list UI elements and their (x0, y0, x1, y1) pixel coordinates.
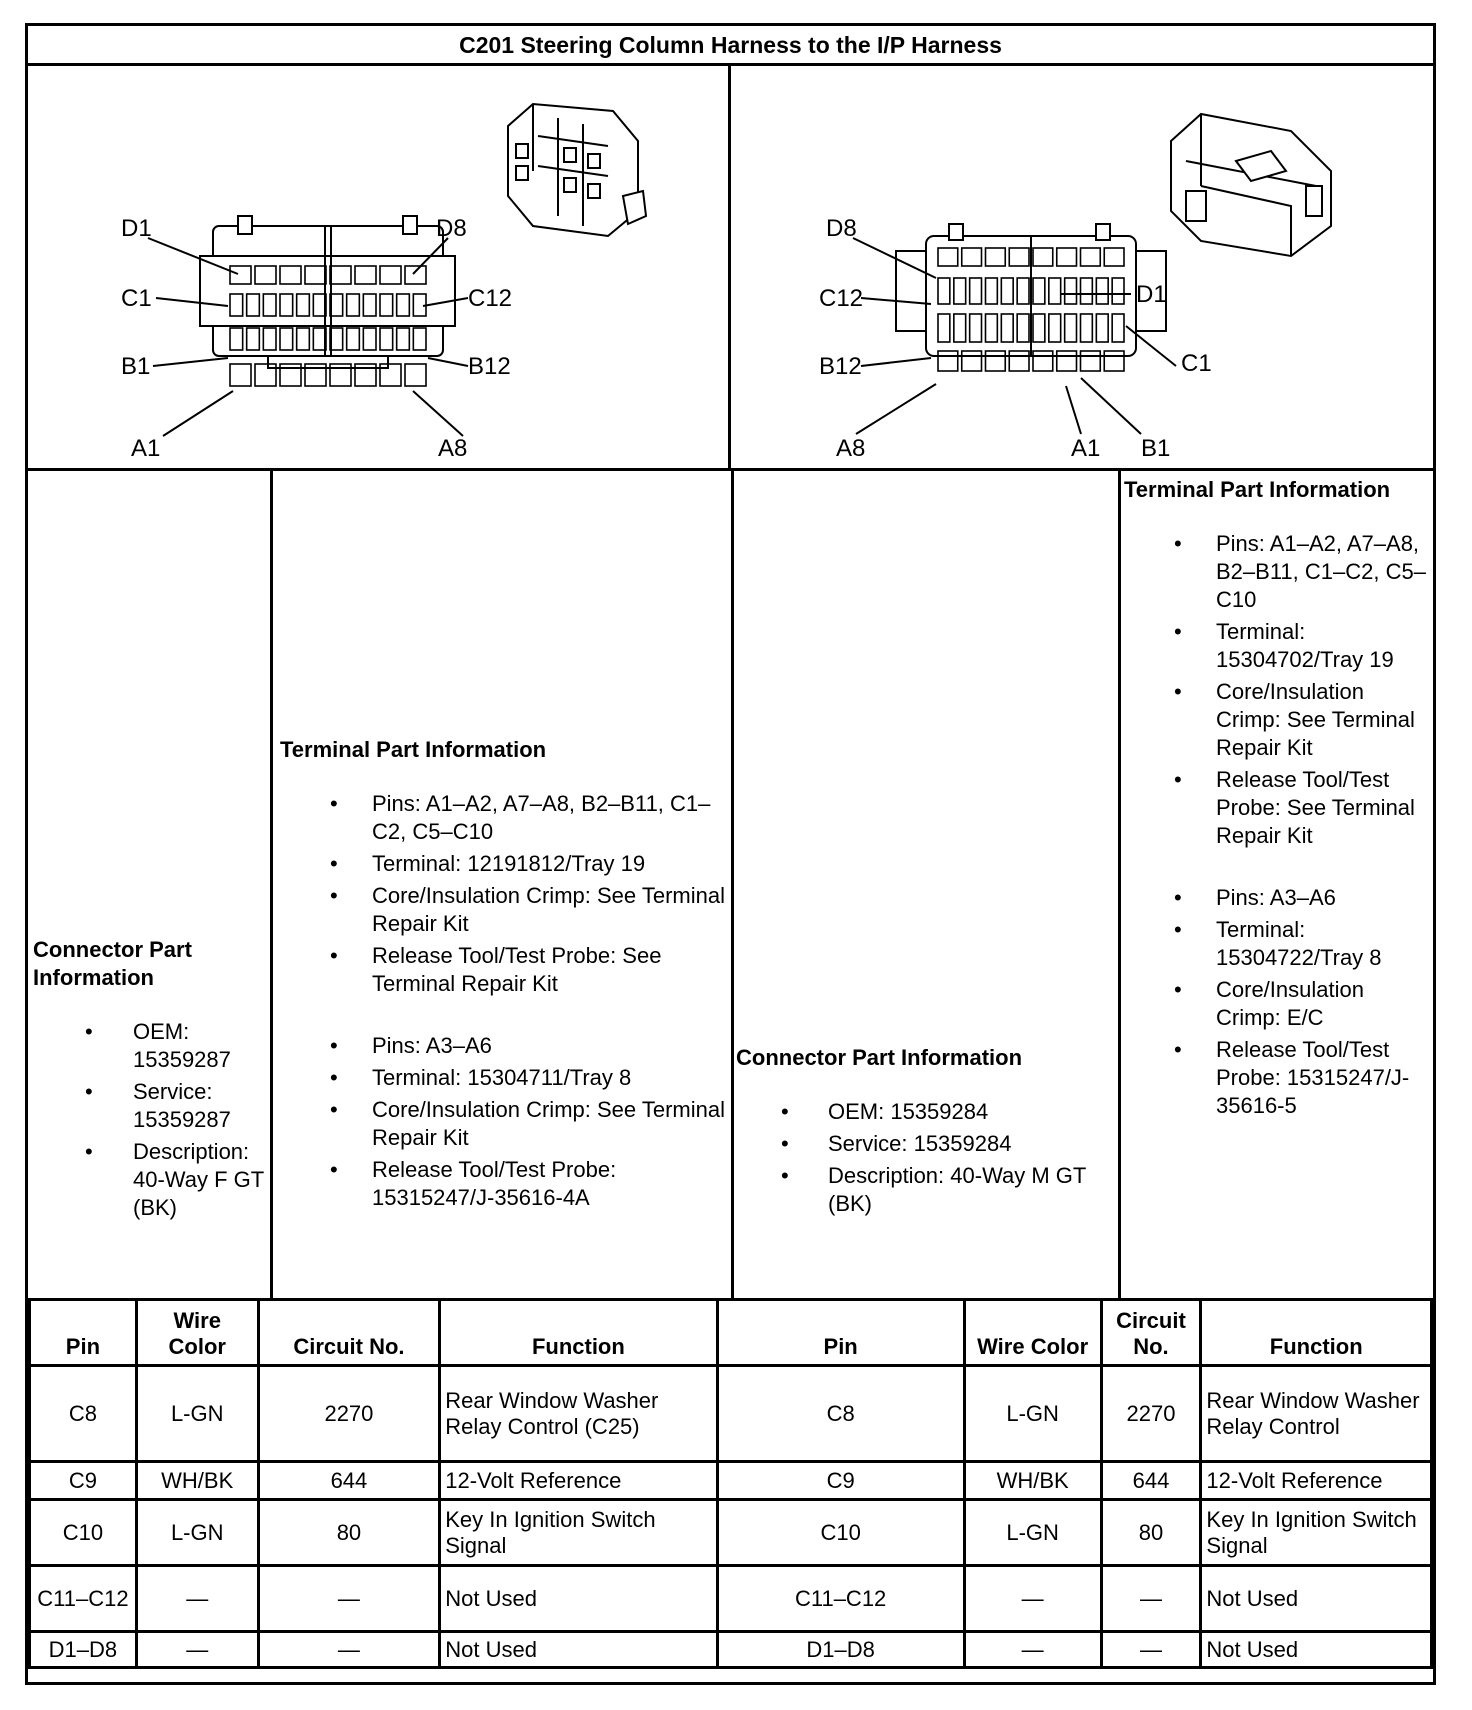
list-item: • Core/Insulation Crimp: See Terminal Repair Kit (330, 883, 725, 936)
divider (731, 471, 734, 1298)
pin-label-a1: A1 (1071, 435, 1101, 462)
pin-label-b1: B1 (1141, 435, 1171, 462)
circuit-cell: — (258, 1632, 440, 1668)
table-row (30, 1632, 1432, 1668)
right-connector-diagram (731, 66, 1433, 468)
list-item: • Core/Insulation Crimp: See Terminal Repair Kit (330, 1097, 725, 1150)
pin-label-d1: D1 (121, 215, 152, 242)
wire-color-cell: L-GN (136, 1500, 258, 1566)
wire-color-cell: L-GN (964, 1366, 1101, 1462)
circuit-cell: — (1101, 1566, 1201, 1632)
pin-cell: C10 (30, 1500, 137, 1566)
pin-cell: C11–C12 (717, 1566, 964, 1632)
list-item: • OEM: 15359287 (85, 1019, 231, 1072)
list-item: • Release Tool/Test Probe: See Terminal Repair Kit (330, 943, 662, 996)
left-terminal-group-1 (280, 790, 730, 998)
list-item: • Terminal: 15304722/Tray 8 (1174, 917, 1382, 970)
function-cell: Not Used (1201, 1632, 1432, 1668)
list-item: • Terminal: 12191812/Tray 19 (330, 851, 646, 876)
wire-color-cell: — (964, 1566, 1101, 1632)
pin-cell: C8 (717, 1366, 964, 1462)
column-header-pin: Pin (30, 1300, 137, 1366)
pin-label-d8: D8 (826, 215, 857, 242)
left-connector-diagram (28, 66, 731, 468)
connector-document (25, 23, 1436, 1685)
left-connector-part-info (33, 936, 268, 1222)
list-item: • Release Tool/Test Probe: 15315247/J-35616-4A (330, 1157, 617, 1210)
list-item: • Core/Insulation Crimp: See Terminal Repair Kit (1174, 679, 1415, 760)
wire-color-cell: — (136, 1632, 258, 1668)
circuit-cell: 80 (258, 1500, 440, 1566)
function-cell: Rear Window Washer Relay Control (1201, 1366, 1432, 1462)
list-item: • Release Tool/Test Probe: See Terminal Repair Kit (1174, 767, 1415, 848)
left-connector-face (200, 216, 455, 368)
pin-label-a1: A1 (131, 435, 161, 462)
pin-cell: D1–D8 (30, 1632, 137, 1668)
right-terminal-group-1 (1124, 530, 1432, 850)
pin-cell: D1–D8 (717, 1632, 964, 1668)
list-item: • Pins: A3–A6 (330, 1033, 492, 1058)
pin-label-a8: A8 (836, 435, 866, 462)
pin-label-b12: B12 (819, 353, 862, 380)
section-heading: Terminal Part Information (280, 737, 547, 762)
wire-color-cell: — (964, 1632, 1101, 1668)
column-header-wire-color: Wire Color (136, 1300, 258, 1366)
table-row (30, 1500, 1432, 1566)
pin-label-b1: B1 (121, 353, 151, 380)
left-terminal-part-info (280, 736, 730, 1212)
male-connector-face-drawing (731, 66, 1430, 468)
female-connector-face-drawing (28, 66, 728, 468)
section-heading: Connector Part Information (736, 1045, 1023, 1070)
divider (1118, 471, 1121, 1298)
section-heading: Connector Part Information (33, 937, 192, 990)
circuit-cell: 2270 (1101, 1366, 1201, 1462)
page-title: C201 Steering Column Harness to the I/P Harness (28, 26, 1433, 66)
function-cell: Not Used (1201, 1566, 1432, 1632)
table-row (30, 1462, 1432, 1500)
connector-cavity (230, 364, 251, 386)
left-connector-info-list (33, 1018, 268, 1222)
list-item: • Description: 40-Way F GT (BK) (85, 1139, 264, 1220)
column-header-wire-color: Wire Color (964, 1300, 1101, 1366)
circuit-cell: — (258, 1566, 440, 1632)
column-header-circuit-no: Circuit No. (258, 1300, 440, 1366)
wire-color-cell: — (136, 1566, 258, 1632)
list-item: • Pins: A1–A2, A7–A8, B2–B11, C1–C2, C5–C10 (330, 791, 711, 844)
right-terminal-part-info (1124, 476, 1432, 1120)
table-header-row (30, 1300, 1432, 1366)
list-item: • Pins: A3–A6 (1174, 885, 1336, 910)
list-item: • Service: 15359287 (85, 1079, 231, 1132)
pin-label-a8: A8 (438, 435, 468, 462)
list-item: • Terminal: 15304702/Tray 19 (1174, 619, 1394, 672)
divider (270, 471, 273, 1298)
right-connector-info-list (736, 1098, 1116, 1218)
right-connector-part-info (736, 1044, 1116, 1218)
pin-cell: C9 (30, 1462, 137, 1500)
table-row (30, 1366, 1432, 1462)
column-header-circuit-no: Circuit No. (1101, 1300, 1201, 1366)
pin-cell: C8 (30, 1366, 137, 1462)
pin-cell: C9 (717, 1462, 964, 1500)
right-connector-face (896, 224, 1166, 356)
function-cell: Not Used (440, 1632, 717, 1668)
pin-cell: C11–C12 (30, 1566, 137, 1632)
circuit-cell: 644 (258, 1462, 440, 1500)
function-cell: 12-Volt Reference (1201, 1462, 1432, 1500)
list-item: • Service: 15359284 (781, 1131, 1012, 1156)
function-cell: Key In Ignition Switch Signal (1201, 1500, 1432, 1566)
list-item: • OEM: 15359284 (781, 1099, 989, 1124)
pin-label-c1: C1 (121, 285, 152, 312)
list-item: • Release Tool/Test Probe: 15315247/J-35616-5 (1174, 1037, 1410, 1118)
pin-label-c1: C1 (1181, 350, 1212, 377)
function-cell: Rear Window Washer Relay Control (C25) (440, 1366, 717, 1462)
pin-label-d8: D8 (436, 215, 467, 242)
circuit-cell: 644 (1101, 1462, 1201, 1500)
section-heading: Terminal Part Information (1124, 477, 1391, 502)
pin-label-c12: C12 (819, 285, 864, 312)
right-terminal-group-2 (1124, 884, 1432, 1120)
wire-color-cell: L-GN (136, 1366, 258, 1462)
circuit-cell: 80 (1101, 1500, 1201, 1566)
column-header-function: Function (1201, 1300, 1432, 1366)
wire-color-cell: WH/BK (964, 1462, 1101, 1500)
function-cell: Key In Ignition Switch Signal (440, 1500, 717, 1566)
column-header-pin: Pin (717, 1300, 964, 1366)
pin-function-table (28, 1298, 1433, 1669)
circuit-cell: 2270 (258, 1366, 440, 1462)
list-item: • Core/Insulation Crimp: E/C (1174, 977, 1364, 1030)
left-connector-iso-view (508, 104, 646, 236)
left-terminal-group-2 (280, 1032, 730, 1212)
pin-cell: C10 (717, 1500, 964, 1566)
function-cell: Not Used (440, 1566, 717, 1632)
circuit-cell: — (1101, 1632, 1201, 1668)
list-item: • Terminal: 15304711/Tray 8 (330, 1065, 632, 1090)
pin-label-c12: C12 (468, 285, 513, 312)
wire-color-cell: L-GN (964, 1500, 1101, 1566)
connector-cavity (405, 364, 426, 386)
table-row (30, 1566, 1432, 1632)
function-cell: 12-Volt Reference (440, 1462, 717, 1500)
list-item: • Pins: A1–A2, A7–A8, B2–B11, C1–C2, C5–C10 (1174, 531, 1426, 612)
pin-label-d1: D1 (1136, 281, 1167, 308)
right-connector-iso-view (1171, 114, 1331, 256)
pin-label-b12: B12 (468, 353, 511, 380)
wire-color-cell: WH/BK (136, 1462, 258, 1500)
list-item: • Description: 40-Way M GT (BK) (781, 1163, 1086, 1216)
column-header-function: Function (440, 1300, 717, 1366)
